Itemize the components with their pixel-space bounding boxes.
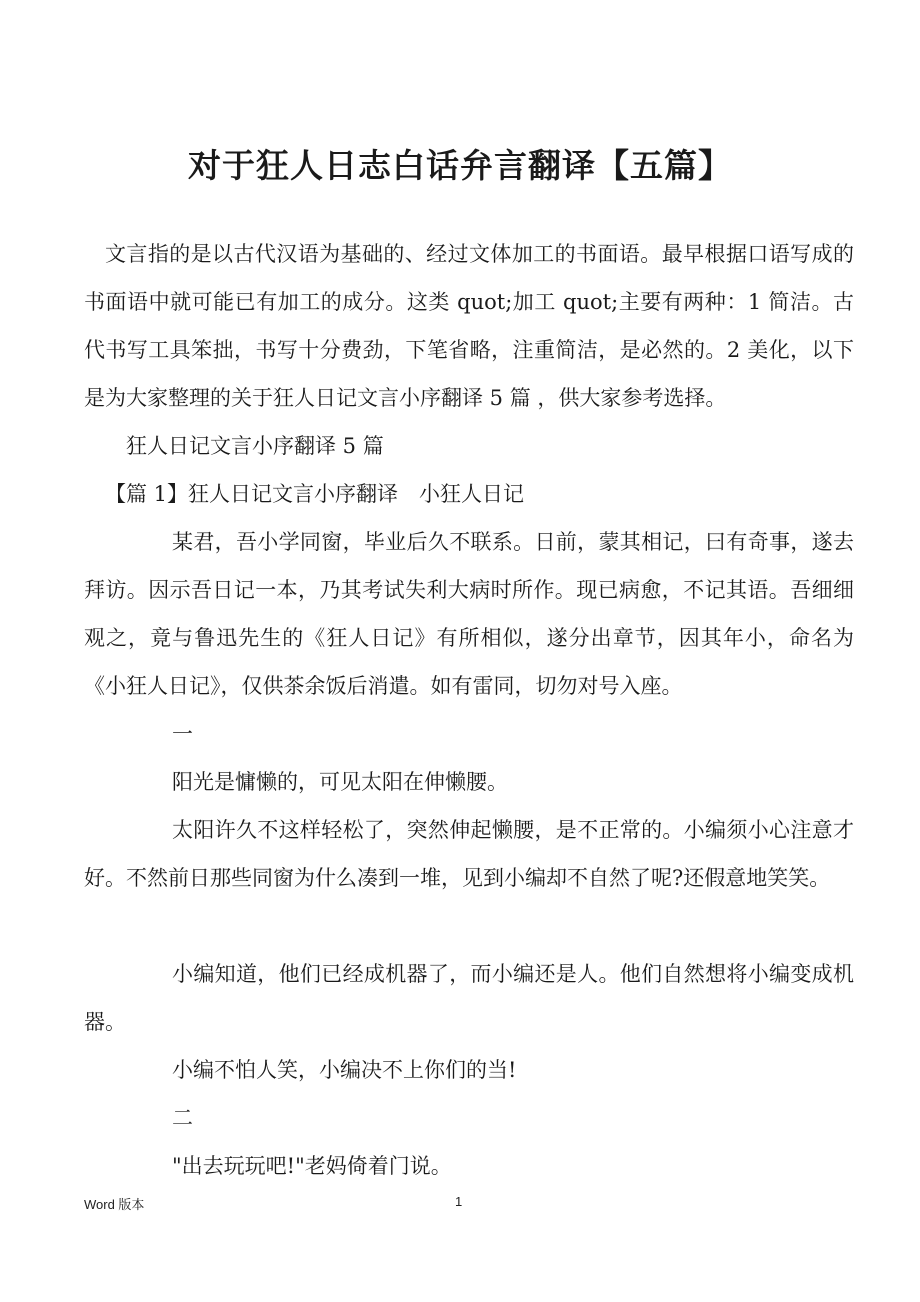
- body-paragraph: 太阳许久不这样轻松了，突然伸起懒腰，是不正常的。小编须小心注意才好。不然前日那些同窗为什么凑到一堆，见到小编却不自然了呢?还假意地笑笑。: [84, 818, 854, 890]
- footer-page-number: 1: [455, 1194, 463, 1209]
- body-paragraph: 小编不怕人笑，小编决不上你们的当!: [172, 1058, 517, 1082]
- chapter-number-two: 二: [172, 1106, 193, 1130]
- intro-paragraph: 文言指的是以古代汉语为基础的、经过文体加工的书面语。最早根据口语写成的书面语中就可能已有加工的成分。这类 quot;加工 quot;主要有两种：1 简洁。古代书写工具笨拙，书写十分费劲，下笔省略，注重简洁，是必然的。2 美化，以下是为大家整理的关于狂人日记文言小序翻译 5 篇 ，供大家参考选择。: [84, 242, 854, 410]
- chapter-number-one: 一: [172, 722, 193, 746]
- document-title: 对于狂人日志白话弁言翻译【五篇】: [188, 146, 732, 185]
- chapter-heading: 【篇 1】狂人日记文言小序翻译 小狂人日记: [105, 482, 525, 506]
- footer-version-label: Word 版本: [84, 1197, 145, 1212]
- body-paragraph: 阳光是慵懒的，可见太阳在伸懒腰。: [172, 770, 508, 794]
- section-heading: 狂人日记文言小序翻译 5 篇: [126, 434, 384, 458]
- body-paragraph: "出去玩玩吧!"老妈倚着门说。: [172, 1154, 452, 1178]
- body-paragraph: 小编知道，他们已经成机器了，而小编还是人。他们自然想将小编变成机器。: [84, 962, 854, 1034]
- preface-paragraph: 某君，吾小学同窗，毕业后久不联系。日前，蒙其相记，曰有奇事，遂去拜访。因示吾日记一本，乃其考试失利大病时所作。现已病愈，不记其语。吾细细观之，竟与鲁迅先生的《狂人日记》有所相似，遂分出章节，因其年小，命名为《小狂人日记》，仅供茶余饭后消遣。如有雷同，切勿对号入座。: [84, 530, 854, 698]
